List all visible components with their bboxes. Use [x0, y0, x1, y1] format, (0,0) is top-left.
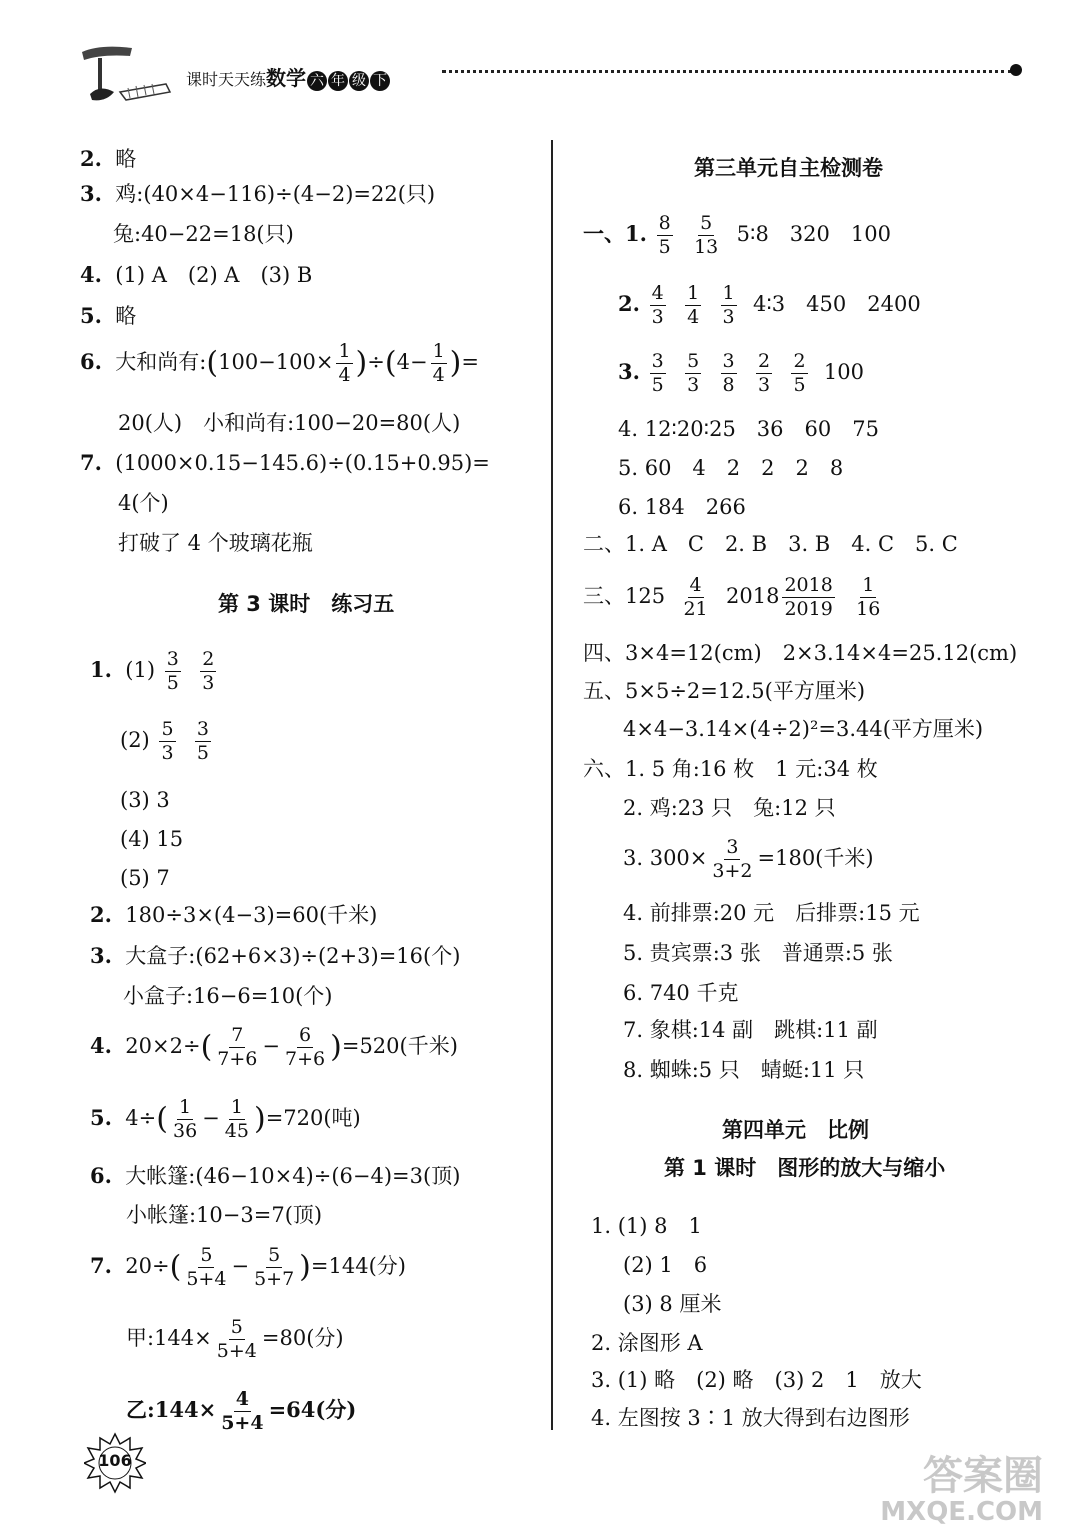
header-grade-3: 下 — [370, 71, 390, 91]
watermark — [880, 1454, 1043, 1526]
page-number: 106 — [98, 1451, 132, 1470]
fraction: $\frac{2018}{2019}$ — [784, 574, 833, 620]
left-q3a: 3. 鸡:(40×4−116)÷(4−2)=22(只) — [80, 181, 436, 206]
right-s6-7: 7. 象棋:14 副 跳棋:11 副 — [623, 1018, 878, 1042]
left-q7c: 打破了 4 个玻璃花瓶 — [118, 531, 313, 555]
fraction: $\frac{5}{5+4}$ — [186, 1244, 227, 1290]
left-e2: 2. 180÷3×(4−3)=60(千米) — [90, 902, 378, 927]
left-e7: 7. 20÷( $\frac{5}{5+4}$ − $\frac{5}{5+7}$ )=144(分) — [90, 1244, 406, 1290]
right-s6-6: 6. 740 千克 — [623, 981, 739, 1005]
right-s6-2: 2. 鸡:23 只 兔:12 只 — [623, 796, 836, 820]
left-e1-1: 1. (1) $\frac{3}{5}$ $\frac{2}{3}$ — [90, 648, 215, 694]
header-end-dot — [1010, 64, 1022, 76]
fraction: $\frac{1}{36}$ — [172, 1096, 198, 1142]
fraction: $\frac{2}{3}$ — [202, 648, 215, 694]
left-e7c: 乙:144× $\frac{4}{5+4}$ =64(分) — [126, 1388, 357, 1434]
fraction: $\frac{1}{45}$ — [224, 1096, 249, 1142]
right-r3: 3. $\frac{3}{5}$ $\frac{5}{3}$ $\frac{3}{8}$ $\frac{2}{3}$ $\frac{2}{5}$ 100 — [618, 350, 864, 396]
fraction: $\frac{2}{3}$ — [757, 350, 771, 396]
right-s5a: 五、5×5÷2=12.5(平方厘米) — [583, 679, 866, 703]
right-u1-3: (3) 8 厘米 — [623, 1292, 722, 1316]
left-e6b: 小帐篷:10−3=7(顶) — [126, 1203, 323, 1227]
header-title — [186, 62, 390, 91]
fraction: $\frac{3}{5}$ — [166, 648, 179, 694]
left-e7b: 甲:144× $\frac{5}{5+4}$ =80(分) — [126, 1316, 344, 1362]
column-divider — [551, 140, 553, 1430]
fraction: $\frac{5}{3}$ — [161, 718, 174, 764]
left-q7b: 4(个) — [118, 491, 169, 515]
right-r5: 5. 60 4 2 2 2 8 — [618, 456, 844, 480]
left-e3b: 小盒子:16−6=10(个) — [123, 984, 333, 1008]
left-section-title: 第 3 课时 练习五 — [218, 592, 395, 616]
fraction: $\frac{1}{4}$ — [687, 282, 700, 328]
fraction: $\frac{3}{5}$ — [651, 350, 664, 396]
fraction: $\frac{5}{3}$ — [687, 350, 700, 396]
fraction: $\frac{3}{8}$ — [722, 350, 735, 396]
header-grade-1: 年 — [328, 71, 348, 91]
book-logo-illustration — [70, 40, 180, 110]
left-q6-line2: 20(人) 小和尚有:100−20=80(人) — [118, 411, 461, 435]
right-r2: 2. $\frac{4}{3}$ $\frac{1}{4}$ $\frac{1}{3}$ 4∶3 450 2400 — [618, 282, 921, 328]
left-q3b: 兔:40−22=18(只) — [113, 222, 294, 246]
header-series: 课时天天练 — [186, 70, 267, 89]
right-u2: 2. 涂图形 A — [591, 1331, 703, 1355]
fraction: $\frac{4}{5+4}$ — [221, 1388, 264, 1434]
watermark-line1: 答案圈 — [923, 1453, 1043, 1499]
fraction: $\frac{5}{13}$ — [694, 212, 719, 258]
left-e6a: 6. 大帐篷:(46−10×4)÷(6−4)=3(顶) — [90, 1163, 461, 1188]
right-unit4-title: 第四单元 比例 — [722, 1118, 869, 1142]
left-q7a: 7. (1000×0.15−145.6)÷(0.15+0.95)= — [80, 450, 490, 475]
right-lesson1-title: 第 1 课时 图形的放大与缩小 — [664, 1156, 946, 1180]
right-s4: 四、3×4=12(cm) 2×3.14×4=25.12(cm) — [583, 641, 1018, 665]
fraction: $\frac{1}{4}$ — [338, 340, 351, 386]
right-s6-4: 4. 前排票:20 元 后排票:15 元 — [623, 901, 920, 925]
left-q5: 5. 略 — [80, 303, 137, 328]
right-s6-8: 8. 蜘蛛:5 只 蜻蜓:11 只 — [623, 1058, 865, 1082]
fraction: $\frac{2}{5}$ — [793, 350, 806, 396]
header-grade-2: 级 — [349, 71, 369, 91]
right-s6-5: 5. 贵宾票:3 张 普通票:5 张 — [623, 941, 893, 965]
right-u1-2: (2) 1 6 — [623, 1253, 708, 1277]
left-e3a: 3. 大盒子:(62+6×3)÷(2+3)=16(个) — [90, 943, 461, 968]
right-s3: 三、125 $\frac{4}{21}$ 2018 $\frac{2018}{2019}$ $\frac{1}{16}$ — [583, 574, 881, 620]
right-test-title: 第三单元自主检测卷 — [694, 156, 883, 180]
left-e1-3: (3) 3 — [120, 788, 170, 812]
left-e1-5: (5) 7 — [120, 866, 170, 890]
right-s5b: 4×4−3.14×(4÷2)²=3.44(平方厘米) — [623, 717, 984, 741]
header-dotted-rule — [442, 70, 1012, 73]
right-r1: 一、1. $\frac{8}{5}$ $\frac{5}{13}$ 5∶8 320 100 — [583, 212, 891, 258]
fraction: $\frac{3}{3+2}$ — [712, 836, 753, 882]
fraction: $\frac{1}{4}$ — [432, 340, 445, 386]
right-u1-1: 1. (1) 8 1 — [591, 1214, 702, 1238]
left-q2: 2. 略 — [80, 146, 137, 171]
left-e4: 4. 20×2÷( $\frac{7}{7+6}$ − $\frac{6}{7+6}$ )=520(千米) — [90, 1024, 458, 1070]
left-e1-4: (4) 15 — [120, 827, 184, 851]
fraction: $\frac{5}{5+7}$ — [254, 1244, 295, 1290]
right-u3: 3. (1) 略 (2) 略 (3) 2 1 放大 — [591, 1368, 922, 1392]
fraction: $\frac{4}{3}$ — [651, 282, 664, 328]
right-s6-3: 3. 300× $\frac{3}{3+2}$ =180(千米) — [623, 836, 874, 882]
left-e5: 5. 4÷( $\frac{1}{36}$ − $\frac{1}{45}$ )=720(吨) — [90, 1096, 361, 1142]
fraction: $\frac{4}{21}$ — [683, 574, 708, 620]
header-subject: 数学 — [266, 66, 307, 90]
fraction: $\frac{8}{5}$ — [658, 212, 671, 258]
watermark-line2: MXQE.COM — [880, 1497, 1043, 1527]
right-r4: 4. 12∶20∶25 36 60 75 — [618, 417, 879, 441]
fraction: $\frac{1}{3}$ — [722, 282, 735, 328]
fraction: $\frac{3}{5}$ — [196, 718, 209, 764]
right-s2: 二、1. A C 2. B 3. B 4. C 5. C — [583, 532, 958, 556]
left-q4: 4. (1) A (2) A (3) B — [80, 262, 313, 287]
header-grade-0: 六 — [307, 71, 327, 91]
right-r6: 6. 184 266 — [618, 495, 746, 519]
left-q6: 6. 大和尚有:(100−100× $\frac{1}{4}$ )÷(4− $\frac{1}{4}$ )= — [80, 340, 479, 386]
left-e1-2: (2) $\frac{5}{3}$ $\frac{3}{5}$ — [120, 718, 209, 764]
fraction: $\frac{7}{7+6}$ — [217, 1024, 258, 1070]
fraction: $\frac{6}{7+6}$ — [285, 1024, 326, 1070]
fraction: $\frac{5}{5+4}$ — [216, 1316, 257, 1362]
right-s6-1: 六、1. 5 角:16 枚 1 元:34 枚 — [583, 757, 878, 781]
right-u4: 4. 左图按 3∶1 放大得到右边图形 — [591, 1406, 910, 1430]
fraction: $\frac{1}{16}$ — [856, 574, 881, 620]
